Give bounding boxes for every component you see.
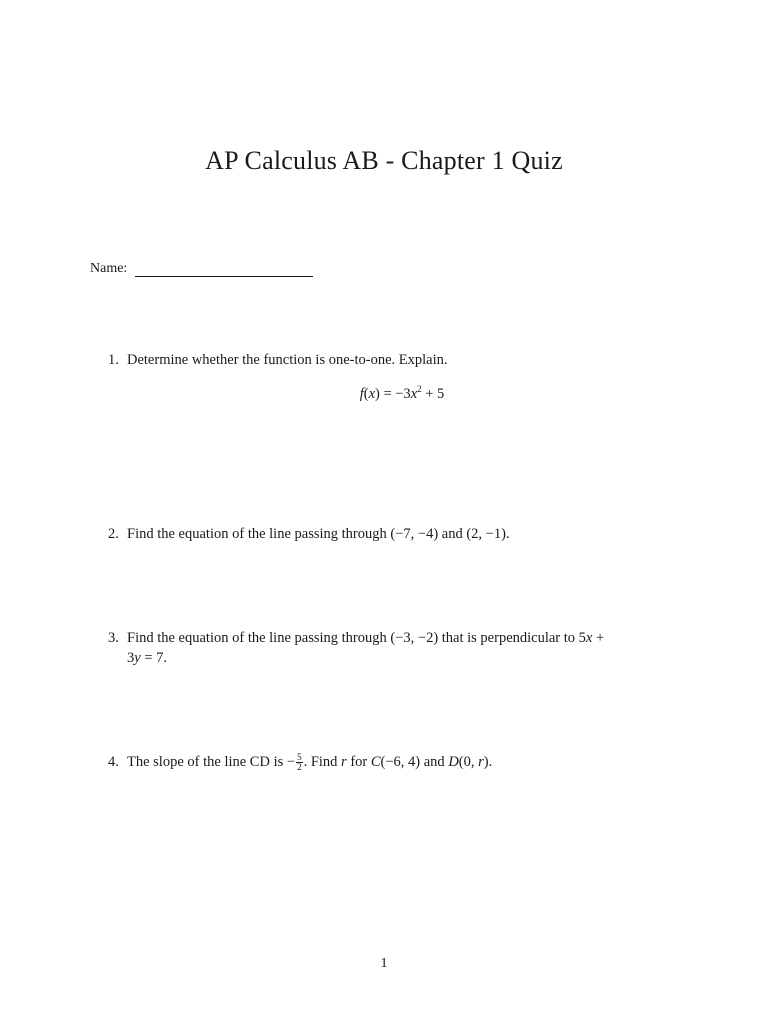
question-text: Find the equation of the line passing through (−3, −2) that is perpendicular to 5x + 3y = 7.	[127, 630, 605, 666]
name-field-row	[90, 260, 313, 277]
question-text: Find the equation of the line passing through (−7, −4) and (2, −1).	[127, 526, 510, 542]
question-text-part: Find the equation of the line passing through (−3, −2) that is perpendicular to 5	[127, 630, 586, 646]
fraction-denominator: 2	[297, 762, 302, 773]
question-number: 2.	[108, 526, 119, 542]
question-text: The slope of the line CD is − $\frac{5}{2}$ . Find r for C(−6, 4) and D(0, r).	[127, 752, 493, 773]
slope-fraction	[296, 753, 303, 772]
question-1	[108, 350, 678, 370]
name-label: Name:	[90, 261, 128, 276]
fraction-numerator: 5	[297, 752, 302, 763]
question-4	[108, 752, 678, 772]
question-text-part: 3	[127, 650, 135, 666]
formula-rhs: + 5	[421, 385, 445, 402]
question-2	[108, 524, 678, 544]
question-text-part: = 7.	[140, 650, 167, 666]
question-3	[108, 628, 678, 668]
formula-lhs: $(x) = -3x^2 + 5$	[363, 384, 445, 402]
formula-f: f	[359, 385, 364, 402]
question-text: Determine whether the function is one-to-one. Explain.	[127, 352, 448, 368]
function-formula	[0, 384, 768, 403]
question-text-part: . Find	[303, 754, 342, 770]
page-number: 1	[380, 956, 388, 971]
quiz-title: AP Calculus AB - Chapter 1 Quiz	[205, 146, 563, 175]
question-text-part: The slope of the line CD is −	[127, 754, 296, 770]
formula-exponent: 2	[417, 384, 422, 394]
question-number: 1.	[108, 352, 119, 368]
name-blank-line[interactable]	[135, 260, 313, 277]
question-number: 3.	[108, 630, 119, 646]
question-number: 4.	[108, 754, 119, 770]
